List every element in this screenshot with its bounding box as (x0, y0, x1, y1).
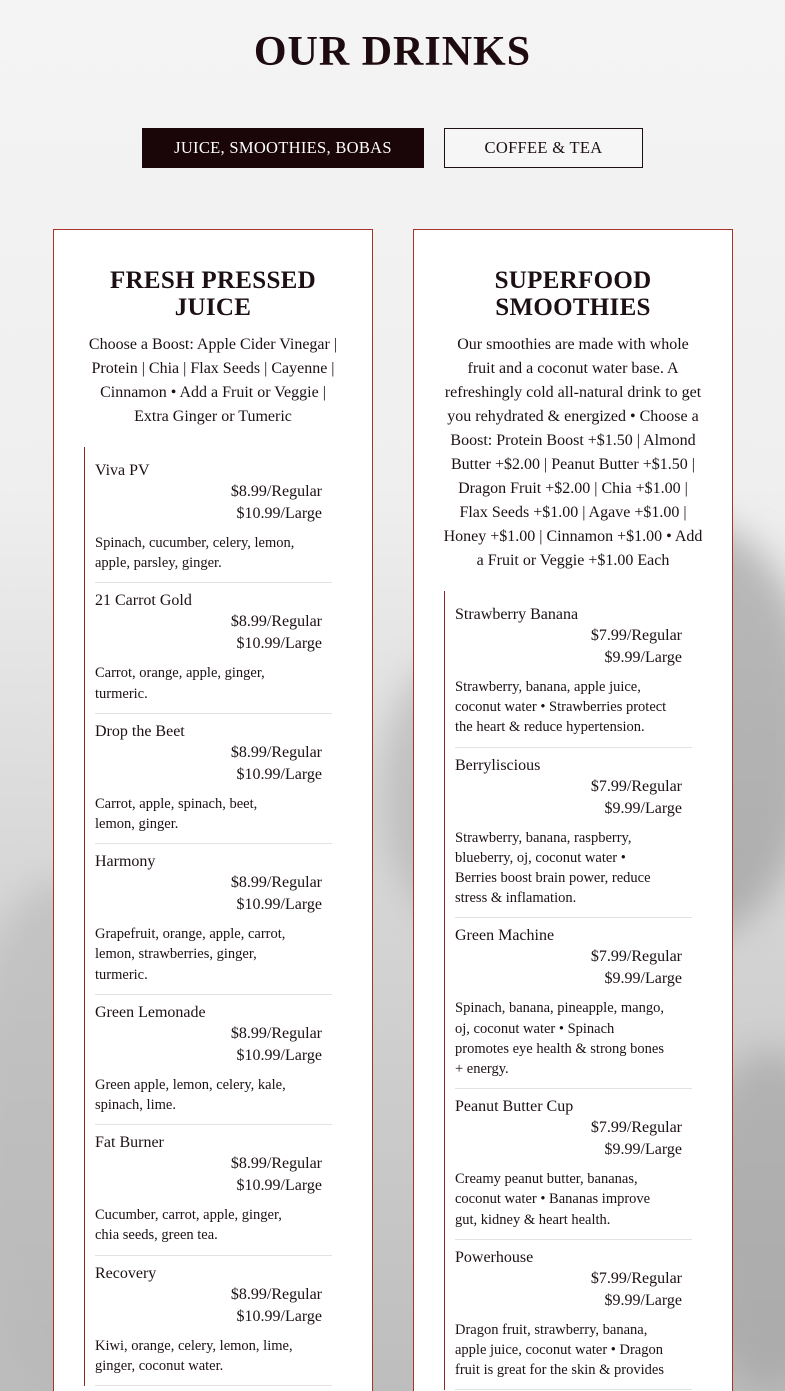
menu-item (455, 1240, 692, 1391)
item-description: Strawberry, banana, raspberry, blueberry, oj, coconut water • Berries boost brain power, reduce stress & inflamation. (455, 829, 651, 907)
item-price-large: $10.99/Large (236, 1307, 322, 1325)
menu-item (95, 844, 332, 995)
menu-card-fresh-pressed-juice (53, 229, 373, 1391)
item-price-large: $10.99/Large (236, 635, 322, 653)
item-name: Strawberry Banana (455, 606, 579, 623)
item-price-regular: $7.99/Regular (590, 948, 682, 966)
item-price-large: $9.99/Large (604, 1291, 682, 1309)
item-price-regular: $8.99/Regular (230, 483, 322, 500)
item-price-large: $10.99/Large (236, 1177, 322, 1195)
item-description: Spinach, banana, pineapple, mango, oj, coconut water • Spinach promotes eye health & strong bones + energy. (455, 1000, 664, 1078)
card-description: Our smoothies are made with whole fruit and a coconut water base. A refreshingly cold all-natural drink to get you rehydrated & energized • Choose a Boost: Protein Boost +$1.50 | Almond Butter +$2.00 | Peanut Butter +$1.50 | Dragon Fruit +$2.00 | Chia +$1.00 | Flax Seeds +$1.00 | Agave +$1.00 | Honey +$1.00 | Cinnamon +$1.00 • Add a Fruit or Veggie +$1.00 Each (443, 336, 703, 569)
item-price-regular: $8.99/Regular (230, 1024, 322, 1042)
menu-item (455, 748, 692, 919)
item-price-large: $10.99/Large (236, 1046, 322, 1064)
item-price-large: $9.99/Large (604, 799, 682, 817)
item-price-regular: $8.99/Regular (230, 613, 322, 631)
item-name: Recovery (95, 1264, 157, 1282)
item-price-regular: $8.99/Regular (230, 1285, 322, 1303)
item-name: Viva PV (95, 462, 150, 479)
item-price-regular: $7.99/Regular (590, 1119, 682, 1137)
item-description: Cucumber, carrot, apple, ginger, chia seeds, green tea. (95, 1207, 282, 1244)
menu-item (455, 918, 692, 1089)
menu-card-superfood-smoothies (413, 229, 733, 1391)
item-price-regular: $8.99/Regular (230, 874, 322, 892)
item-price-regular: $8.99/Regular (230, 743, 322, 761)
item-name: 21 Carrot Gold (95, 592, 192, 610)
item-price-large: $9.99/Large (604, 970, 682, 988)
menu-item (95, 459, 332, 583)
menu-item (95, 995, 332, 1125)
tab-juice-smoothies-bobas[interactable]: JUICE, SMOOTHIES, BOBAS (142, 128, 424, 168)
card-title: SUPERFOOD SMOOTHIES (494, 267, 652, 321)
card-description: Choose a Boost: Apple Cider Vinegar | Protein | Chia | Flax Seeds | Cayenne | Cinnamon • Add a Fruit or Veggie | Extra Ginger or Tumeric (88, 336, 338, 425)
item-price-regular: $7.99/Regular (590, 1269, 682, 1287)
item-price-regular: $8.99/Regular (230, 1155, 322, 1173)
menu-item-list (84, 447, 332, 1386)
item-price-large: $9.99/Large (604, 649, 682, 666)
item-description: Carrot, orange, apple, ginger, turmeric. (95, 665, 265, 702)
item-price-large: $10.99/Large (236, 765, 322, 783)
item-name: Peanut Butter Cup (455, 1098, 574, 1116)
item-name: Powerhouse (455, 1248, 534, 1266)
menu-item (95, 714, 332, 844)
item-price-large: $10.99/Large (236, 505, 322, 522)
menu-item (455, 603, 692, 748)
item-name: Green Machine (455, 927, 555, 945)
menu-item (95, 1125, 332, 1255)
item-description: Grapefruit, orange, apple, carrot, lemon, strawberries, ginger, turmeric. (95, 926, 286, 983)
item-description: Spinach, cucumber, celery, lemon, apple, parsley, ginger. (95, 535, 295, 572)
item-description: Strawberry, banana, apple juice, coconut water • Strawberries protect the heart & reduce hypertension. (455, 679, 667, 736)
menu-item (455, 1089, 692, 1240)
item-name: Green Lemonade (95, 1003, 206, 1021)
page-title: OUR DRINKS (253, 29, 532, 75)
item-price-regular: $7.99/Regular (590, 627, 682, 644)
item-name: Berryliscious (455, 756, 541, 774)
item-description: Carrot, apple, spinach, beet, lemon, ginger. (95, 795, 258, 833)
item-price-regular: $7.99/Regular (590, 777, 682, 795)
menu-item (95, 1256, 332, 1386)
item-description: Kiwi, orange, celery, lemon, lime, ginger, coconut water. (95, 1337, 293, 1374)
card-title: FRESH PRESSED JUICE (109, 267, 317, 321)
item-price-large: $10.99/Large (236, 896, 322, 914)
item-description: Dragon fruit, strawberry, banana, apple juice, coconut water • Dragon fruit is great for the skin & provides (455, 1321, 664, 1379)
menu-item (95, 583, 332, 713)
item-name: Fat Burner (95, 1134, 164, 1152)
menu-item-list (444, 591, 692, 1390)
tab-coffee-tea[interactable]: COFFEE & TEA (444, 128, 643, 168)
item-description: Creamy peanut butter, bananas, coconut water • Bananas improve gut, kidney & heart health. (455, 1171, 651, 1228)
item-price-large: $9.99/Large (604, 1141, 682, 1159)
item-description: Green apple, lemon, celery, kale, spinach, lime. (95, 1076, 286, 1114)
item-name: Drop the Beet (95, 722, 185, 740)
item-name: Harmony (95, 853, 156, 871)
